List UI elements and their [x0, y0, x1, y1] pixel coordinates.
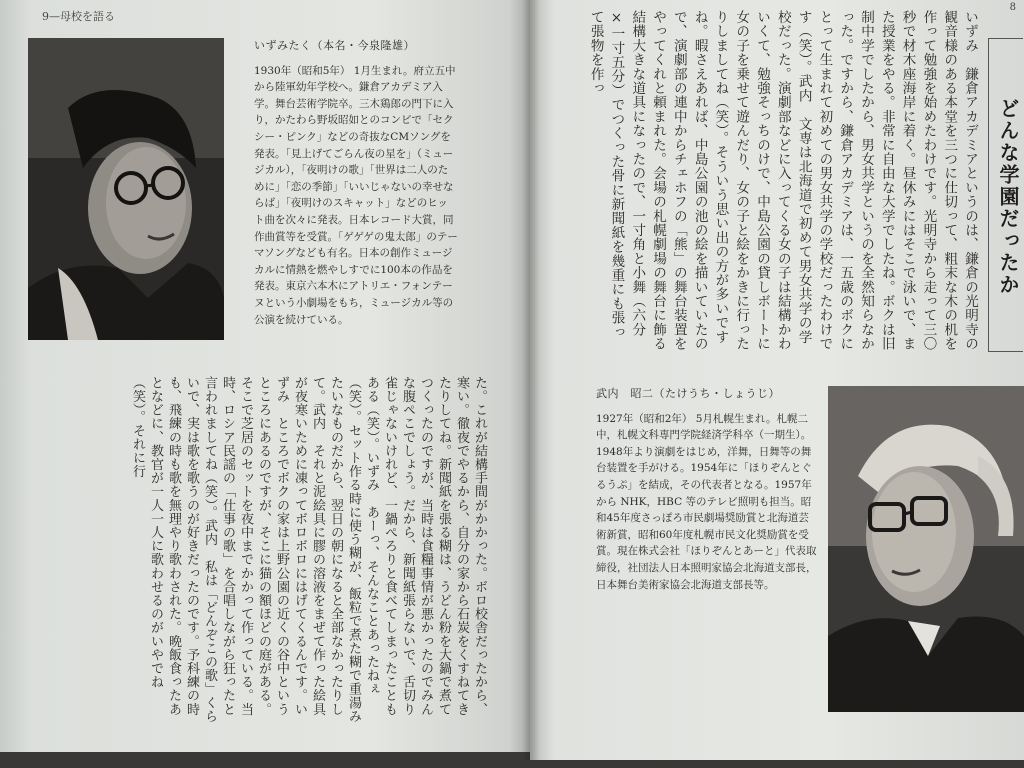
portrait-takeuchi-svg	[828, 386, 1024, 712]
bio-name: いずみたく（本名・今泉隆雄）	[254, 39, 415, 52]
book-gutter	[522, 0, 540, 760]
bio-izumi-taku	[254, 38, 458, 328]
section-title: どんな学園だったか	[996, 98, 1020, 296]
bio-text: 1930年（昭和5年） 1月生まれ。府立五中から陸軍幼年学校へ。鎌倉アカデミア入学。舞台芸術学院卒。三木鶏郎の門下に入り，かたわら野坂昭如とのコンビで「セクシー・ピンク」などの奇抜なCMソングを発表。「見上げてごらん夜の星を」（ミュージカル），「夜明けの歌」「世界は二人のために」「恋の季節」「いいじゃないの幸せならば」「夜明けのスキャット」などのヒット曲を次々に発表。日本レコード大賞，同作曲賞等を受賞。「ゲゲゲの鬼太郎」のテーマソングなども有名。日本の創作ミュージカルに情熱を燃やしすでに100本の作品を発表。東京六本木にアトリエ・フォンテーヌという小劇場をもち，ミュージカル等の公演を続けている。	[254, 64, 458, 326]
running-header: 9—母校を語る	[42, 10, 115, 23]
page-number: 8	[1009, 2, 1016, 13]
bio-text: 1927年（昭和2年） 5月札幌生まれ。札幌二中，札幌文科専門学院経済学科卒（一期生）。1948年より演劇をはじめ，洋舞，日舞等の舞台装置を手がける。1954年に「ほりぞんとぐるうぷ」を結成，その代表者となる。1957年から NHK，HBC 等のテレビ照明も担当。昭和45年度さっぽろ市民劇場奨励賞と北海道芸術新賞，昭和60年度札幌市民文化奨励賞を受賞。現在株式会社「ほりぞんとあーと」代表取締役，社団法人日本照明家協会北海道支部長，日本舞台美術家協会北海道支部長等。	[596, 412, 817, 591]
portrait-izumi-svg	[28, 38, 224, 340]
portrait-takeuchi-shoji	[828, 386, 1024, 712]
interview-text-right: いずみ 鎌倉アカデミアというのは、鎌倉の光明寺の観音様のある本堂を三つに仕切って、粗末な木の机を作って勉強を始めたわけです。光明寺から走って三〇秒で材木座海岸に着く。昼休みにはそこで泳いで、また授業をやる。非常に自由な大学でしたね。ボクは旧制中学でしたから、男女共学というのを全然知らなかった。ですから、鎌倉アカデミアは、一五歳のボクにとって生まれて初めての男女共学の学校だったわけです（笑）。武内 文専は北海道で初めて男女共学の学校だった。演劇部などに入ってくる女の子は結構かわいくて、勉強そっちのけで、中島公園の貸しボートに女の子を乗せて遊んだり、女の子と絵をかきに行ったりしましてね（笑）。そういう思い出の方が多いですね。暇さえあれば、中島公園の池の絵を描いていたので、演劇部の連中からチェホフの「熊」の舞台装置をやってくれと頼まれた。会場の札幌劇場の舞台に飾る結構大きな道具になったので、一寸角と小舞（六分×一寸五分）でつくった骨に新聞紙を幾重にも張って張物を作っ	[587, 10, 978, 351]
bio-takeuchi-shoji	[596, 386, 818, 593]
bio-name: 武内 昭二（たけうち・しょうじ）	[596, 387, 780, 400]
interview-text-left: た。これが結構手間がかかった。ボロ校舎だったから、寒い。徹夜でやるから、自分の家から石炭をくすねてきたりしてね。新聞紙を張る糊は、うどん粉を大鍋で煮てつくったのですが、当時は食糧事情が悪かったのでみんな腹ペこでしょう。だから、新聞紙張らないで、舌切り雀じゃないけれど、一鍋ぺろりと食べてしまったこともある（笑）。いずみ あーっ、そんなことあったねぇ（笑）。セット作る時に使う糊が、飯粒で煮た糊で重湯みたいなものだから、翌日の朝になると全部なかったりして。武内 それと泥絵具に膠の溶液をまぜて作った絵具が夜寒いために凍ってボロボロにはげてくるんです。いずみ ところでボクの家は上野公園の近くの谷中というところにあるのですが、そこに猫の額ほどの庭がある。そこで芝居のセットを夜中までかかって作っている。当時、ロシア民謡の「仕事の歌」を合唱しながら狂ったと言われましてね（笑）。武内 私は「どんぞこの歌」くらいで、実は歌を歌うのが好きだったのです。予科練の時も、飛練の時も歌を無理やり歌わされた。晩飯食ったあとなどに、教官が一人一人に歌わせるのがいやでね（笑）。それに行	[130, 376, 487, 724]
portrait-izumi-taku	[28, 38, 224, 340]
